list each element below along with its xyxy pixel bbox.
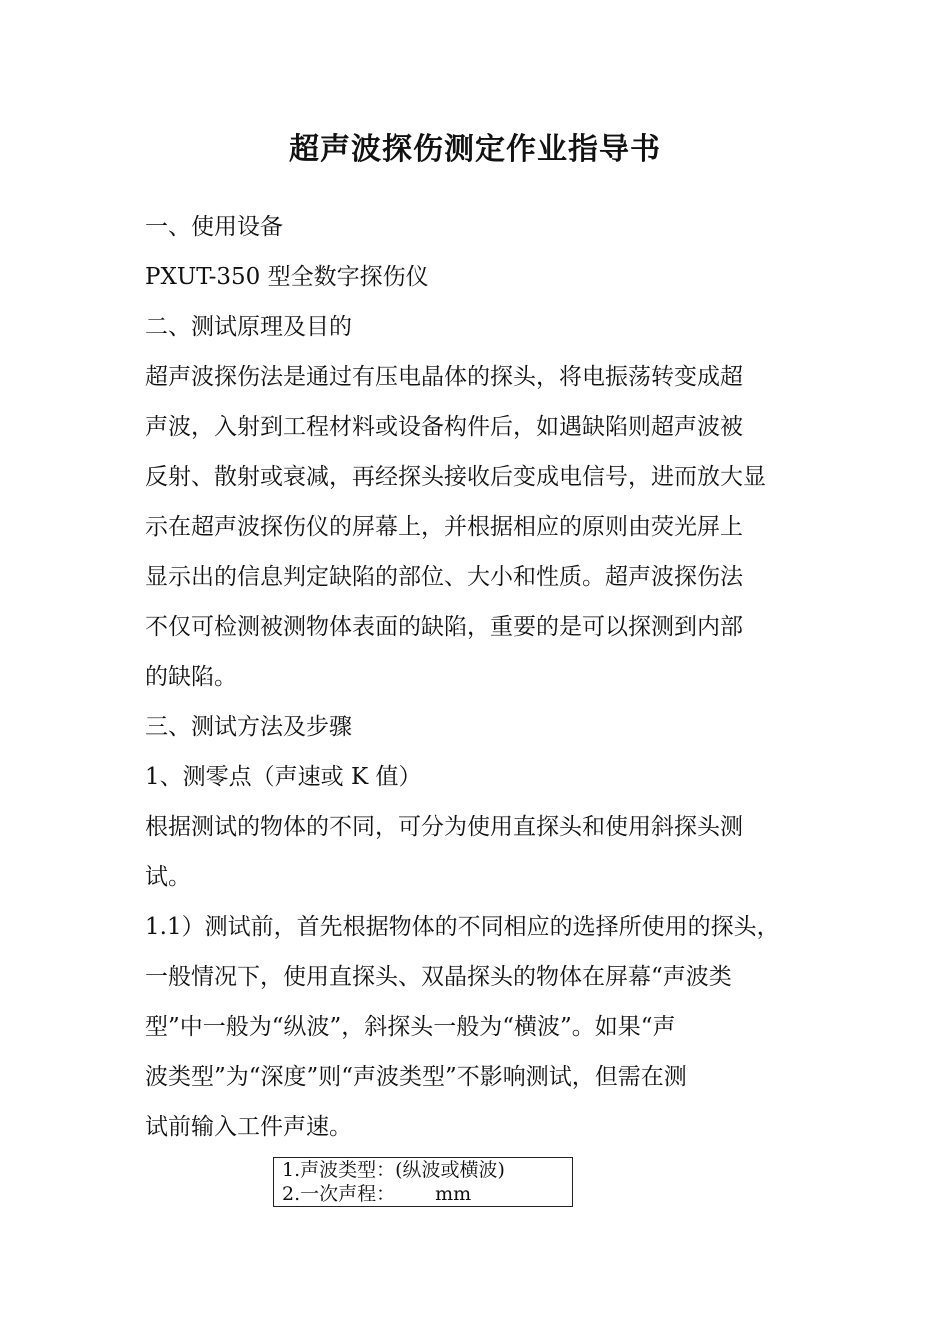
paragraph-line: 不仅可检测被测物体表面的缺陷，重要的是可以探测到内部 [145, 614, 743, 640]
sound-path-unit: mm [435, 1183, 472, 1205]
paragraph-line: 波类型”为“深度”则“声波类型”不影响测试，但需在测 [145, 1064, 687, 1090]
section-heading-principle: 二、测试原理及目的 [145, 314, 352, 340]
section-heading-equipment: 一、使用设备 [145, 214, 283, 240]
paragraph-line: 显示出的信息判定缺陷的部位、大小和性质。超声波探伤法 [145, 564, 743, 590]
paragraph-line: 的缺陷。 [145, 664, 237, 690]
subsection-heading-zero-point: 1、测零点（声速或 K 值） [145, 764, 422, 790]
settings-box-line-wave-type: 1.声波类型：(纵波或横波) [282, 1159, 505, 1181]
section-heading-method: 三、测试方法及步骤 [145, 714, 352, 740]
paragraph-line: 一般情况下，使用直探头、双晶探头的物体在屏幕“声波类 [145, 964, 732, 990]
document-body [145, 202, 825, 1152]
paragraph-line: 型”中一般为“纵波”，斜探头一般为“横波”。如果“声 [145, 1014, 676, 1040]
document-title: 超声波探伤测定作业指导书 [289, 132, 661, 167]
paragraph-line: 试前输入工件声速。 [145, 1114, 352, 1140]
paragraph-line: 反射、散射或衰减，再经探头接收后变成电信号，进而放大显 [145, 464, 766, 490]
settings-box-line-sound-path [282, 1182, 572, 1206]
paragraph-line: 示在超声波探伤仪的屏幕上，并根据相应的原则由荧光屏上 [145, 514, 743, 540]
paragraph-line: 声波，入射到工程材料或设备构件后，如遇缺陷则超声波被 [145, 414, 743, 440]
settings-box [273, 1157, 573, 1207]
paragraph-line: 1.1）测试前，首先根据物体的不同相应的选择所使用的探头， [145, 914, 780, 940]
sound-path-label: 2.一次声程： [282, 1183, 396, 1205]
equipment-model: PXUT-350 型全数字探伤仪 [145, 264, 429, 290]
paragraph-line: 根据测试的物体的不同，可分为使用直探头和使用斜探头测 [145, 814, 743, 840]
paragraph-line: 试。 [145, 864, 191, 890]
paragraph-line: 超声波探伤法是通过有压电晶体的探头，将电振荡转变成超 [145, 364, 743, 390]
